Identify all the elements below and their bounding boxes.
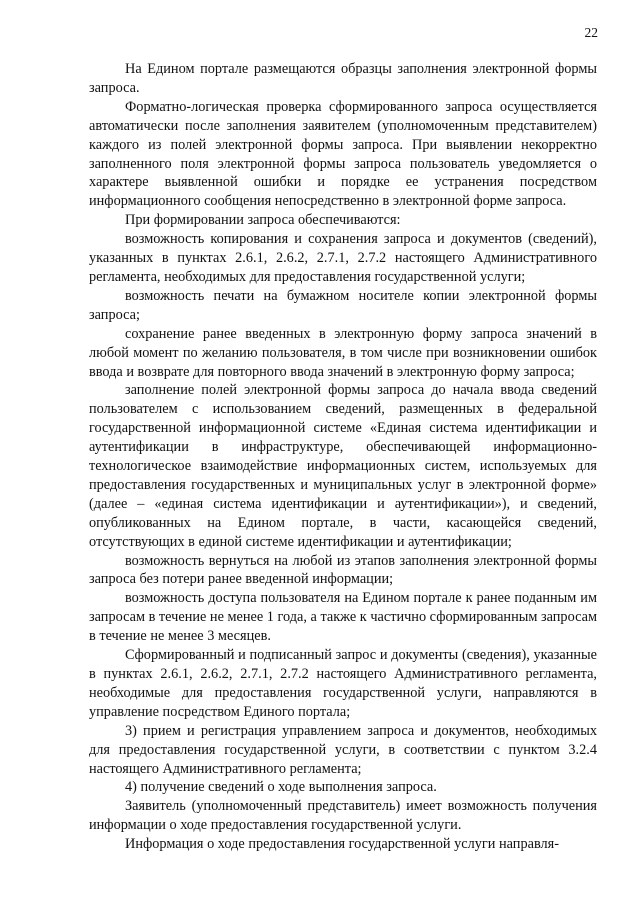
paragraph-submission: Сформированный и подписанный запрос и документы (сведения), указанные в пунктах 2.6.1, 2.6.2, 2.7.1, 2.7.2 настоящего Административного регламента, необходимые для предоставления государственной услуги, направляются в управление посредством Единого портала; [89,647,597,720]
paragraph-save-values: сохранение ранее введенных в электронную форму запроса значений в любой момент по желанию пользователя, в том числе при возникновении ошибок ввода и возврате для повторного ввода значений в электронную форму запроса; [89,325,597,380]
paragraph-return-step: возможность вернуться на любой из этапов заполнения электронной формы запроса без потери ранее введенной информации; [89,552,597,588]
page-number: 22 [584,25,598,40]
paragraph-access-requests: возможность доступа пользователя на Едином портале к ранее поданным им запросам в течение не менее 1 года, а также к частично сформированным запросам в течение не менее 3 месяцев. [89,590,597,645]
paragraph-status-sent: Информация о ходе предоставления государственной услуги направля- [125,836,559,853]
paragraph-status-info: Заявитель (уполномоченный представитель) имеет возможность получения информации о ходе предоставления государственной услуги. [89,798,597,834]
paragraph-ensured-intro: При формировании запроса обеспечиваются: [125,212,401,229]
paragraph-item-3: 3) прием и регистрация управлением запроса и документов, необходимых для предоставления государственной услуги, в соответствии с пунктом 3.2.4 настоящего Административного регламента; [89,722,597,777]
paragraph-autofill: заполнение полей электронной формы запроса до начала ввода сведений пользователем с использованием сведений, размещенных в федеральной государственной информационной системе «Единая система идентификации и аутентификации в инфраструктуре, обеспечивающей информационно-технологическое взаимодействие информационных систем, используемых для предоставления государственных и муниципальных услуг в электронной форме» (далее – «единая система идентификации и аутентификации»), и сведений, опубликованных на Едином портале, в части, касающейся сведений, отсутствующих в единой системе идентификации и аутентификации; [89,382,597,550]
paragraph-portal-samples: На Едином портале размещаются образцы заполнения электронной формы запроса. [89,61,597,96]
body-text [89,60,597,854]
paragraph-item-4: 4) получение сведений о ходе выполнения запроса. [125,779,437,796]
paragraph-copy-save: возможность копирования и сохранения запроса и документов (сведений), указанных в пунктах 2.6.1, 2.6.2, 2.7.1, 2.7.2 настоящего Административного регламента, необходимых для предоставления государственной услуги; [89,231,597,285]
paragraph-format-check: Форматно-логическая проверка сформированного запроса осуществляется автоматически после заполнения заявителем (уполномоченным представителем) каждого из полей электронной формы запроса. При выявлении некорректно заполненного поля электронной формы запроса пользователь уведомляется о характере выявленной ошибки и порядке ее устранения посредством информационного сообщения непосредственно в электронной форме запроса. [89,98,597,210]
paragraph-print: возможность печати на бумажном носителе копии электронной формы запроса; [89,287,597,323]
